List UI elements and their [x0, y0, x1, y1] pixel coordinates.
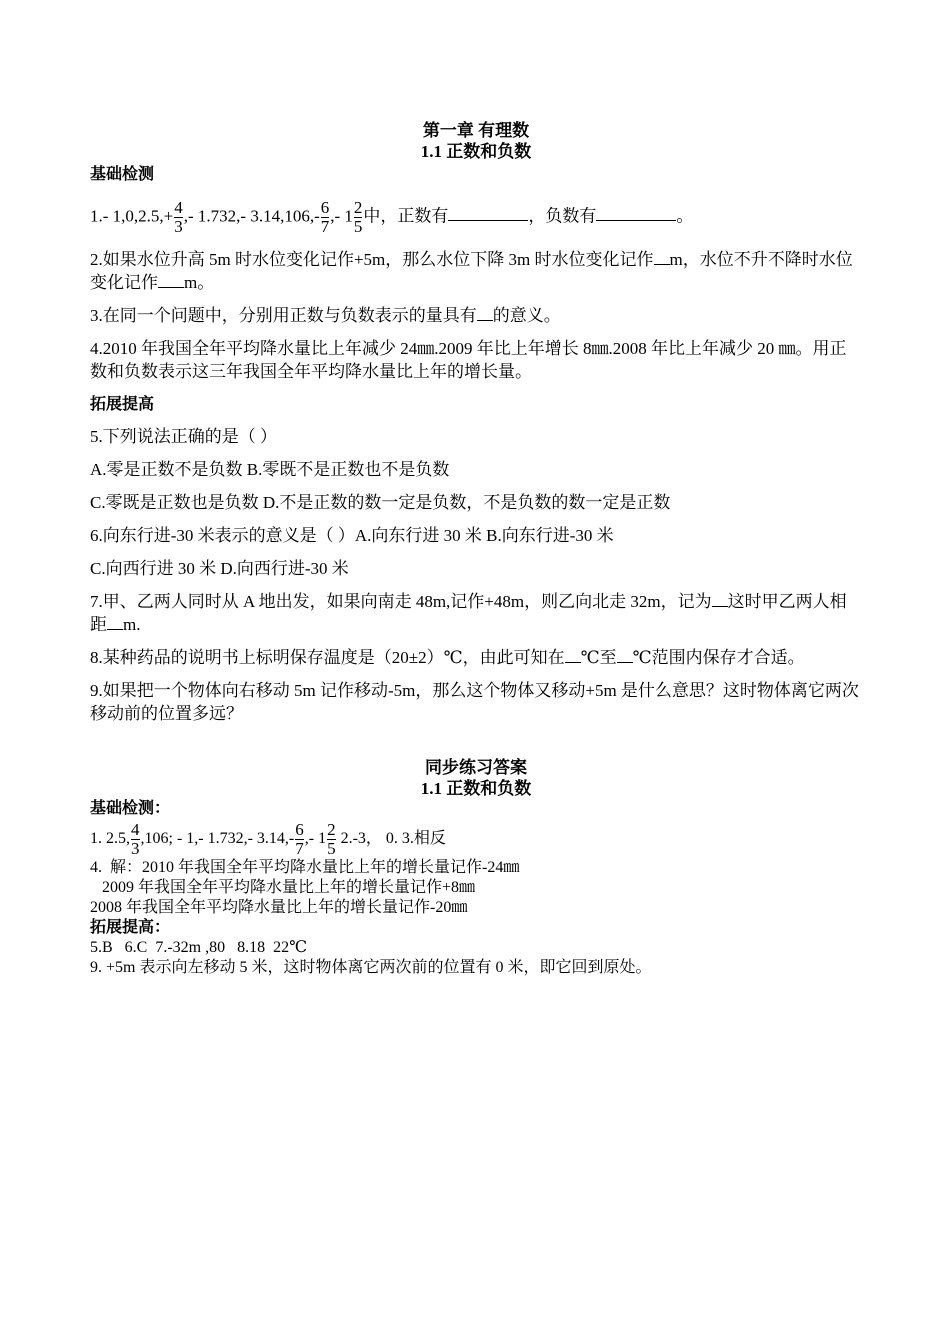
q1-text-c: ,- 1 — [330, 206, 353, 226]
question-6-options-cd: C.向西行进 30 米 D.向西行进-30 米 — [90, 559, 349, 578]
blank-negative — [596, 206, 676, 221]
q1-text-a: 1.- 1,0,2.5,+ — [90, 206, 174, 226]
answers-basic-heading: 基础检测： — [90, 800, 171, 817]
answer-4-line-1: 4. 解：2010 年我国全年平均降水量比上年的增长量记作-24㎜ — [90, 859, 520, 876]
question-2: 2.如果水位升高 5m 时水位变化记作+5m，那么水位下降 3m 时水位变化记作 m，水位不升不降时水位变化记作 m。 — [90, 250, 853, 292]
q1-text-d: 中，正数有 — [363, 206, 449, 226]
answers-title: 同步练习答案 — [425, 758, 527, 777]
blank-q2b — [158, 273, 184, 288]
answer-4-line-2: 2009 年我国全年平均降水量比上年的增长量记作+8㎜ — [90, 879, 476, 896]
ans-fraction-2: $\frac{6}{7}$ — [295, 820, 304, 858]
question-9: 9.如果把一个物体向右移动 5m 记作移动-5m，那么这个物体又移动+5m 是什么意思？这时物体离它两次移动前的位置多远？ — [90, 681, 859, 723]
q1-fraction-1: $\frac{4}{3}$ — [174, 198, 183, 236]
blank-q8b — [617, 648, 633, 663]
blank-q7a — [712, 592, 728, 607]
blank-q8a — [565, 648, 581, 663]
document-page — [90, 120, 862, 978]
ans-fraction-1: $\frac{4}{3}$ — [131, 820, 140, 858]
chapter-title: 第一章 有理数 — [422, 121, 530, 140]
q1-fraction-2: $\frac{6}{7}$ — [320, 198, 330, 236]
question-5-options-cd: C.零既是正数也是负数 D.不是正数的数一定是负数，不是负数的数一定是正数 — [90, 493, 671, 512]
question-1: 1.- 1,0,2.5,+ $\frac{4}{3}$ ,- 1.732,- 3.14,106,- $\frac{6}{7}$ ,- 1 $\frac{2}{5}$ 中，正数有 ，负数有 。 — [90, 198, 694, 236]
blank-q3 — [477, 306, 493, 321]
q1-text-e: ，负数有 — [528, 206, 597, 226]
question-8: 8.某种药品的说明书上标明保存温度是（20±2）℃，由此可知在 ℃至 ℃范围内保存才合适。 — [90, 648, 805, 667]
basic-heading: 基础检测 — [90, 166, 155, 183]
extend-heading: 拓展提高 — [90, 396, 155, 413]
question-4: 4.2010 年我国全年平均降水量比上年减少 24㎜.2009 年比上年增长 8㎜.2008 年比上年减少 20 ㎜。用正数和负数表示这三年我国全年平均降水量比上年的增长量。 — [90, 339, 847, 381]
answer-4-line-3: 2008 年我国全年平均降水量比上年的增长量记作-20㎜ — [90, 899, 468, 916]
answer-5-8: 5.B 6.C 7.-32m ,80 8.18 22℃ — [90, 939, 308, 956]
q1-fraction-3: $\frac{2}{5}$ — [353, 198, 363, 236]
question-5: 5.下列说法正确的是（ ） — [90, 427, 277, 446]
question-5-options-ab: A.零是正数不是负数 B.零既不是正数也不是负数 — [90, 460, 450, 479]
answer-1-3: 1. 2.5, $\frac{4}{3}$ ,106; - 1,- 1.732,- 3.14,- $\frac{6}{7}$ ,- 1 $\frac{2}{5}$ 2.-3， 0. 3.相反 — [90, 820, 446, 858]
blank-q2a — [654, 250, 670, 265]
answers-extend-heading: 拓展提高： — [90, 919, 171, 936]
section-title: 1.1 正数和负数 — [420, 142, 532, 161]
answers-section: 1.1 正数和负数 — [420, 779, 532, 798]
question-6: 6.向东行进-30 米表示的意义是（ ）A.向东行进 30 米 B.向东行进-30 米 — [90, 526, 614, 545]
blank-positive — [448, 206, 528, 221]
question-7: 7.甲、乙两人同时从 A 地出发，如果向南走 48m,记作+48m，则乙向北走 32m，记为 这时甲乙两人相距 m. — [90, 592, 847, 634]
q1-text-b: ,- 1.732,- 3.14,106,- — [183, 206, 320, 226]
blank-q7b — [107, 615, 123, 630]
ans-fraction-3: $\frac{2}{5}$ — [327, 820, 336, 858]
answer-9: 9. +5m 表示向左移动 5 米，这时物体离它两次前的位置有 0 米，即它回到原处。 — [90, 959, 652, 976]
question-3: 3.在同一个问题中，分别用正数与负数表示的量具有 的意义。 — [90, 306, 561, 325]
